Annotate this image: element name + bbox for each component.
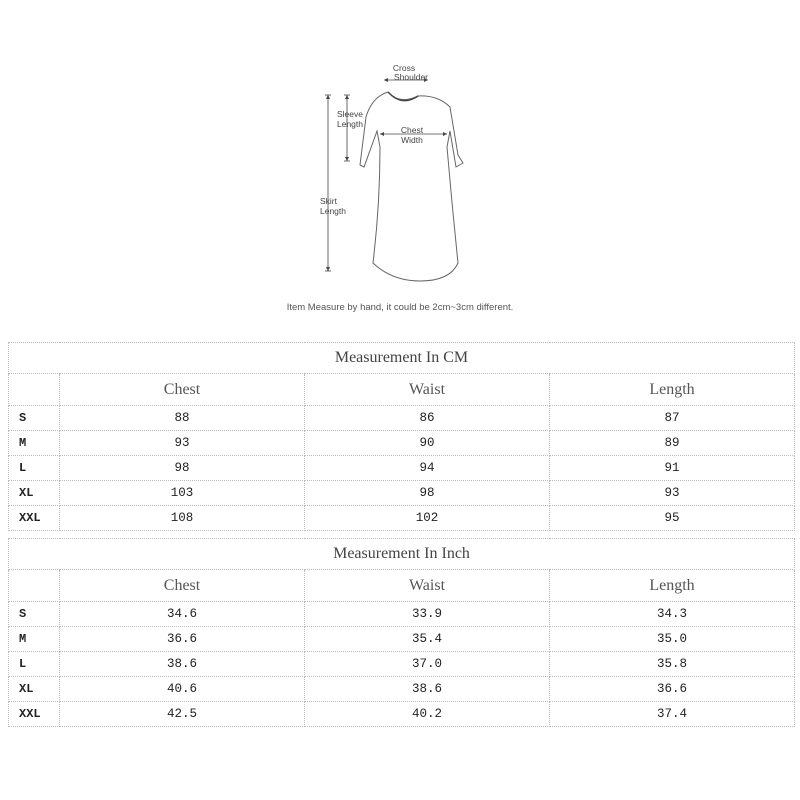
- measurement-table-cm: [8, 342, 795, 531]
- size-label: XL: [9, 677, 60, 702]
- skirt-length-label-2: Length: [320, 206, 346, 216]
- chest-value: 98: [60, 456, 305, 481]
- length-value: 34.3: [550, 602, 795, 627]
- chest-value: 34.6: [60, 602, 305, 627]
- length-value: 89: [550, 431, 795, 456]
- table-title-row: [9, 343, 795, 374]
- waist-value: 90: [305, 431, 550, 456]
- table-title: Measurement In CM: [9, 343, 795, 374]
- table-row: [9, 406, 795, 431]
- chest-value: 108: [60, 506, 305, 531]
- chest-value: 38.6: [60, 652, 305, 677]
- header-blank: [9, 374, 60, 406]
- length-value: 95: [550, 506, 795, 531]
- header-waist: Waist: [305, 374, 550, 406]
- chest-value: 93: [60, 431, 305, 456]
- table-title: Measurement In Inch: [9, 539, 795, 570]
- waist-value: 102: [305, 506, 550, 531]
- size-label: S: [9, 406, 60, 431]
- header-chest: Chest: [60, 570, 305, 602]
- length-value: 87: [550, 406, 795, 431]
- length-value: 91: [550, 456, 795, 481]
- size-label: M: [9, 627, 60, 652]
- waist-value: 37.0: [305, 652, 550, 677]
- cross-shoulder-label-1: Cross: [392, 63, 416, 73]
- size-label: XXL: [9, 506, 60, 531]
- header-length: Length: [550, 374, 795, 406]
- header-chest: Chest: [60, 374, 305, 406]
- chest-width-label-2: Width: [401, 135, 423, 145]
- cross-shoulder-label-2: Shoulder: [393, 72, 429, 82]
- size-label: XXL: [9, 702, 60, 727]
- dress-measurement-diagram: [300, 55, 500, 295]
- table-row: [9, 481, 795, 506]
- length-value: 93: [550, 481, 795, 506]
- table-row: [9, 652, 795, 677]
- measurement-table-inch: [8, 538, 795, 727]
- waist-value: 40.2: [305, 702, 550, 727]
- table-row: [9, 702, 795, 727]
- size-label: L: [9, 652, 60, 677]
- chest-value: 103: [60, 481, 305, 506]
- waist-value: 86: [305, 406, 550, 431]
- chest-value: 40.6: [60, 677, 305, 702]
- table-row: [9, 677, 795, 702]
- length-value: 35.0: [550, 627, 795, 652]
- table-header-row: [9, 374, 795, 406]
- waist-value: 35.4: [305, 627, 550, 652]
- table-title-row: [9, 539, 795, 570]
- table-row: [9, 627, 795, 652]
- waist-value: 38.6: [305, 677, 550, 702]
- size-label: S: [9, 602, 60, 627]
- table-row: [9, 602, 795, 627]
- header-waist: Waist: [305, 570, 550, 602]
- chest-value: 42.5: [60, 702, 305, 727]
- length-value: 37.4: [550, 702, 795, 727]
- length-value: 36.6: [550, 677, 795, 702]
- dress-outline: [360, 92, 463, 281]
- table-row: [9, 431, 795, 456]
- skirt-length-label-1: Skirt: [320, 196, 337, 206]
- measurement-note: Item Measure by hand, it could be 2cm~3cm different.: [286, 302, 514, 313]
- dress-outline-illustration: [300, 55, 500, 295]
- header-length: Length: [550, 570, 795, 602]
- table-header-row: [9, 570, 795, 602]
- chest-value: 36.6: [60, 627, 305, 652]
- size-label: XL: [9, 481, 60, 506]
- header-blank: [9, 570, 60, 602]
- table-row: [9, 506, 795, 531]
- waist-value: 98: [305, 481, 550, 506]
- sleeve-length-label-1: Sleeve: [337, 109, 363, 119]
- length-value: 35.8: [550, 652, 795, 677]
- waist-value: 33.9: [305, 602, 550, 627]
- chest-width-label-1: Chest: [400, 125, 424, 135]
- size-label: L: [9, 456, 60, 481]
- size-label: M: [9, 431, 60, 456]
- chest-value: 88: [60, 406, 305, 431]
- sleeve-length-label-2: Length: [337, 119, 363, 129]
- table-row: [9, 456, 795, 481]
- waist-value: 94: [305, 456, 550, 481]
